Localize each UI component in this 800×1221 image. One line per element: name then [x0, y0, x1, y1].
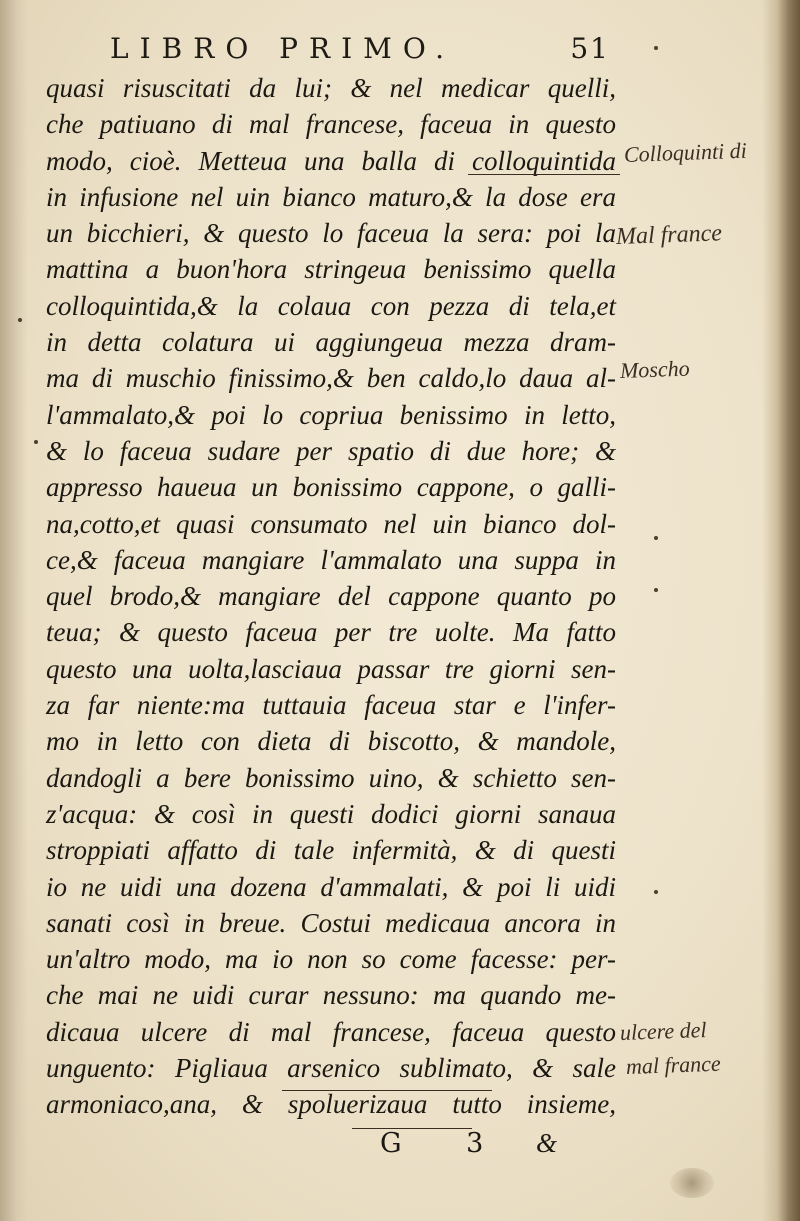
reader-underline [468, 174, 620, 175]
text-line: che patiuano di mal francese, faceua in questo [46, 109, 616, 140]
paper-speck [654, 890, 658, 894]
text-line: un bicchieri, & questo lo faceua la sera: poi la [46, 218, 616, 249]
running-head-title: LIBRO PRIMO. [110, 32, 456, 65]
text-line: & lo faceua sudare per spatio di due hore; & [46, 435, 616, 466]
text-line: na,cotto,et quasi consumato nel uin bianco dol- [46, 508, 616, 539]
text-line: in infusione nel uin bianco maturo,& la dose era [46, 181, 616, 212]
paper-stain [670, 1168, 714, 1198]
paper-speck [34, 440, 38, 444]
text-line: ce,& faceua mangiare l'ammalato una suppa in [46, 544, 616, 575]
text-line: quasi risuscitati da lui; & nel medicar quelli, [46, 73, 616, 103]
paper-speck [654, 588, 658, 592]
catchword: & [536, 1128, 558, 1158]
text-line: modo, cioè. Metteua una balla di colloquintida [46, 145, 616, 176]
text-line: unguento: Pigliaua arsenico sublimato, & sale [46, 1053, 616, 1084]
body-text [46, 70, 616, 1123]
text-line: za far niente:ma tuttauia faceua star e l'infer- [46, 690, 616, 721]
reader-underline [282, 1090, 492, 1091]
text-line: mo in letto con dieta di biscotto, & mandole, [46, 726, 616, 757]
marginal-note: mal france [625, 1050, 722, 1079]
text-line: stroppiati affatto di tale infermità, & di questi [46, 835, 616, 866]
text-line: io ne uidi una dozena d'ammalati, & poi li uidi [46, 871, 616, 902]
text-line: questo una uolta,lasciaua passar tre giorni sen- [46, 653, 616, 684]
text-line: che mai ne uidi curar nessuno: ma quando me- [46, 980, 616, 1011]
paper-speck [654, 46, 658, 50]
text-line: appresso haueua un bonissimo cappone, o galli- [46, 472, 616, 503]
binding-shadow [0, 0, 28, 1221]
page-number: 51 [570, 32, 610, 65]
text-line: dandogli a bere bonissimo uino, & schietto sen- [46, 762, 616, 793]
paper-speck [18, 318, 22, 322]
text-line: armoniaco,ana, & spoluerizaua tutto insieme, [46, 1089, 616, 1120]
text-line: colloquintida,& la colaua con pezza di tela,et [46, 290, 616, 321]
text-line: teua; & questo faceua per tre uolte. Ma fatto [46, 617, 616, 648]
text-line: dicaua ulcere di mal francese, faceua questo [46, 1016, 616, 1047]
marginal-note: Colloquinti di [623, 137, 748, 167]
text-line: in detta colatura ui aggiungeua mezza dram- [46, 327, 616, 358]
text-line: mattina a buon'hora stringeua benissimo quella [46, 254, 616, 285]
paper-speck [654, 536, 658, 540]
text-line: quel brodo,& mangiare del cappone quanto po [46, 581, 616, 612]
text-line: un'altro modo, ma io non so come facesse: per- [46, 944, 616, 975]
running-head [110, 32, 610, 65]
text-line: l'ammalato,& poi lo copriua benissimo in letto, [46, 399, 616, 430]
marginal-note: Moscho [619, 355, 691, 383]
signature-mark: G 3 [380, 1128, 512, 1159]
text-line: z'acqua: & così in questi dodici giorni sanaua [46, 798, 616, 829]
text-line: sanati così in breue. Costui medicaua ancora in [46, 907, 616, 938]
text-line: ma di muschio finissimo,& ben caldo,lo daua al- [46, 363, 616, 394]
marginal-note: ulcere del [619, 1016, 707, 1045]
page-edge [762, 0, 800, 1221]
marginal-note: Mal france [615, 220, 723, 250]
